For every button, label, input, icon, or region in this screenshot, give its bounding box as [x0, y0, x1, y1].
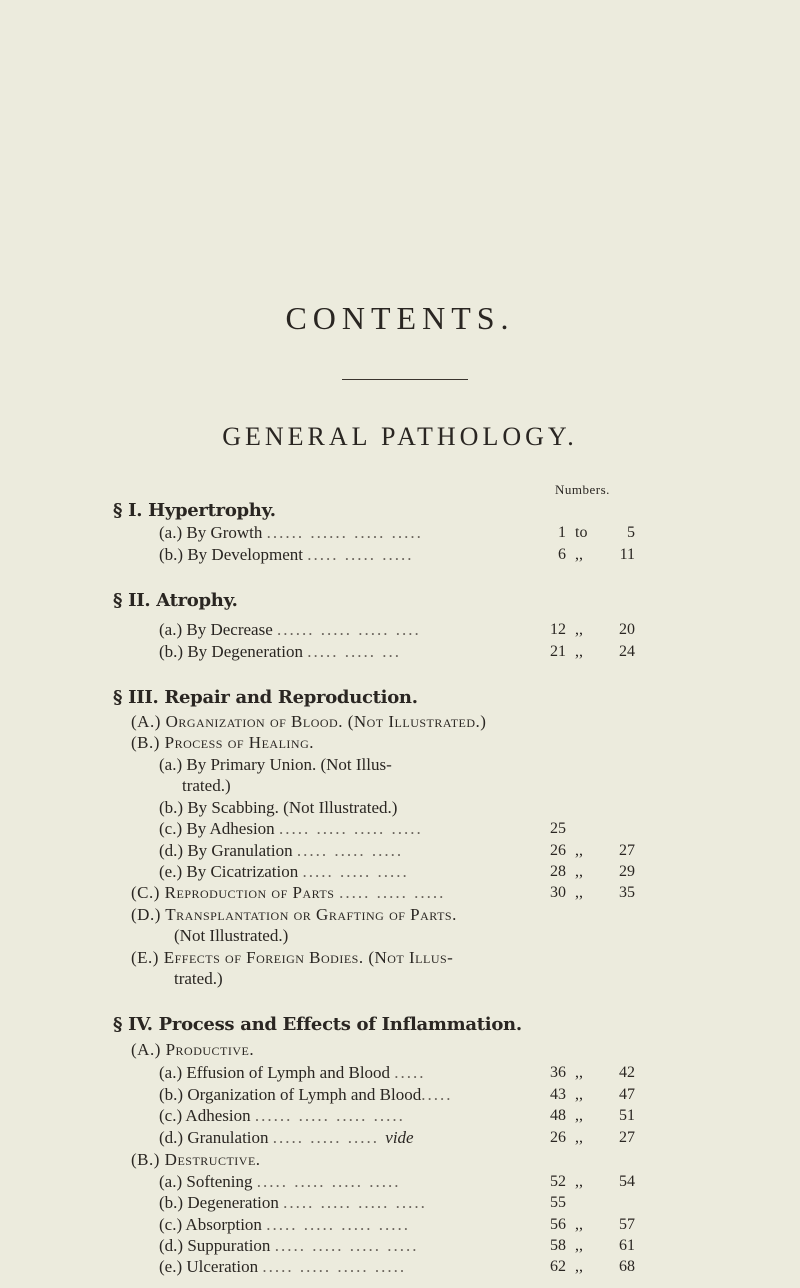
entry-number-sep: ,,: [575, 1107, 583, 1124]
page-subtitle: GENERAL PATHOLOGY.: [222, 422, 578, 451]
entry-number-sep: to: [575, 524, 588, 541]
vide-reference: vide: [385, 1128, 414, 1147]
toc-entry-continued: trated.): [174, 969, 223, 988]
entry-number-sep: ,,: [575, 621, 583, 638]
entry-number-from: 1: [558, 524, 566, 541]
entry-number-to: 20: [619, 621, 635, 638]
section-heading-1: § I. Hypertrophy.: [113, 500, 276, 521]
toc-entry: [159, 1063, 426, 1083]
toc-entry: [159, 642, 401, 662]
entry-number-from: 58: [550, 1237, 566, 1254]
entry-number-from: 28: [550, 863, 566, 880]
entry-text: (a.) Softening: [159, 1172, 253, 1191]
leader-dots: ...... ...... ..... .....: [266, 523, 423, 542]
toc-entry: (A.) Productive.: [131, 1040, 255, 1059]
entry-number-sep: ,,: [575, 863, 583, 880]
entry-text: (e.) Ulceration: [159, 1257, 259, 1276]
entry-number-from: 6: [558, 546, 566, 563]
entry-text: (C.) Reproduction of Parts: [131, 883, 335, 902]
entry-number-sep: ,,: [575, 546, 583, 563]
toc-entry: [159, 1106, 405, 1126]
toc-entry: [159, 1128, 414, 1148]
entry-number-from: 62: [550, 1258, 566, 1275]
entry-number-sep: ,,: [575, 1216, 583, 1233]
toc-entry: (B.) Process of Healing.: [131, 733, 314, 752]
section-heading-4: § IV. Process and Effects of Inflammation.: [113, 1014, 522, 1035]
toc-entry: [159, 545, 414, 565]
leader-dots: ..... ..... ..... .....: [278, 819, 423, 838]
entry-number-to: 11: [619, 546, 635, 563]
entry-number-from: 25: [550, 820, 566, 837]
entry-number-to: 57: [619, 1216, 635, 1233]
toc-entry: [159, 1257, 406, 1277]
entry-number-from: 43: [550, 1086, 566, 1103]
leader-dots: .....: [394, 1063, 426, 1082]
leader-dots: ..... ..... ..... .....: [256, 1172, 401, 1191]
leader-dots: ..... ..... ..... .....: [283, 1193, 427, 1212]
entry-text: (b.) By Degeneration: [159, 642, 303, 661]
entry-number-sep: ,,: [575, 1173, 583, 1190]
entry-number-from: 30: [550, 884, 566, 901]
toc-entry: [159, 1085, 452, 1105]
entry-number-sep: ,,: [575, 1086, 583, 1103]
toc-entry: (a.) By Primary Union. (Not Illus-: [159, 755, 392, 774]
toc-entry: [159, 1172, 400, 1192]
entry-text: (d.) By Granulation: [159, 841, 293, 860]
toc-entry: (b.) By Scabbing. (Not Illustrated.): [159, 798, 398, 817]
toc-entry: (E.) Effects of Foreign Bodies. (Not Illus-: [131, 948, 454, 967]
entry-text: (b.) Degeneration: [159, 1193, 279, 1212]
leader-dots: .....: [421, 1085, 453, 1104]
toc-entry: [159, 620, 421, 640]
entry-text: (c.) Absorption: [159, 1215, 262, 1234]
toc-entry-continued: trated.): [182, 776, 231, 795]
toc-entry: (B.) Destructive.: [131, 1150, 261, 1169]
section-heading-3: § III. Repair and Reproduction.: [113, 687, 418, 708]
entry-text: (d.) Granulation: [159, 1128, 269, 1147]
entry-number-sep: ,,: [575, 1237, 583, 1254]
entry-text: (b.) By Development: [159, 545, 303, 564]
entry-number-from: 21: [550, 643, 566, 660]
entry-number-to: 35: [619, 884, 635, 901]
entry-number-from: 26: [550, 1129, 566, 1146]
section-heading-2: § II. Atrophy.: [113, 590, 238, 611]
entry-text: (b.) Organization of Lymph and Blood: [159, 1085, 422, 1104]
entry-text: (a.) By Growth: [159, 523, 263, 542]
entry-number-to: 27: [619, 842, 635, 859]
entry-number-to: 42: [619, 1064, 635, 1081]
leader-dots: ...... ..... ..... ....: [277, 620, 421, 639]
entry-number-sep: ,,: [575, 1258, 583, 1275]
entry-number-to: 47: [619, 1086, 635, 1103]
leader-dots: ..... ..... ...: [307, 642, 401, 661]
leader-dots: ..... ..... .....: [272, 1128, 386, 1147]
leader-dots: ..... ..... ..... .....: [274, 1236, 419, 1255]
title-divider: [342, 379, 468, 380]
entry-number-from: 48: [550, 1107, 566, 1124]
toc-entry: [131, 883, 445, 903]
entry-number-sep: ,,: [575, 1129, 583, 1146]
leader-dots: ..... ..... ..... .....: [262, 1257, 407, 1276]
leader-dots: ..... ..... .....: [339, 883, 446, 902]
entry-number-from: 26: [550, 842, 566, 859]
entry-number-from: 12: [550, 621, 566, 638]
entry-number-sep: ,,: [575, 643, 583, 660]
toc-entry: [159, 1193, 427, 1213]
toc-entry: [159, 1215, 410, 1235]
toc-entry: [159, 862, 409, 882]
toc-entry: [159, 841, 403, 861]
toc-entry: [159, 523, 423, 543]
entry-text: (a.) By Decrease: [159, 620, 273, 639]
entry-number-to: 27: [619, 1129, 635, 1146]
entry-text: (c.) By Adhesion: [159, 819, 275, 838]
entry-number-from: 36: [550, 1064, 566, 1081]
toc-entry-continued: (Not Illustrated.): [174, 926, 289, 945]
leader-dots: ..... ..... .....: [296, 841, 404, 860]
entry-text: (c.) Adhesion: [159, 1106, 251, 1125]
leader-dots: ..... ..... ..... .....: [266, 1215, 410, 1234]
entry-number-from: 56: [550, 1216, 566, 1233]
entry-number-to: 68: [619, 1258, 635, 1275]
leader-dots: ..... ..... .....: [302, 862, 409, 881]
entry-text: (a.) Effusion of Lymph and Blood: [159, 1063, 391, 1082]
entry-text: (e.) By Cicatrization: [159, 862, 299, 881]
leader-dots: ...... ..... ..... .....: [254, 1106, 405, 1125]
entry-number-from: 55: [550, 1194, 566, 1211]
entry-number-sep: ,,: [575, 884, 583, 901]
toc-entry: (D.) Transplantation or Grafting of Parts.: [131, 905, 457, 924]
entry-number-to: 51: [619, 1107, 635, 1124]
toc-entry: [159, 819, 423, 839]
entry-number-sep: ,,: [575, 1064, 583, 1081]
entry-number-to: 61: [619, 1237, 635, 1254]
entry-number-from: 52: [550, 1173, 566, 1190]
toc-entry: [159, 1236, 418, 1256]
leader-dots: ..... ..... .....: [307, 545, 414, 564]
toc-entry: (A.) Organization of Blood. (Not Illustrated.): [131, 712, 487, 731]
numbers-column-header: Numbers.: [555, 482, 610, 497]
entry-text: (d.) Suppuration: [159, 1236, 271, 1255]
page-title: CONTENTS.: [285, 300, 515, 336]
entry-number-sep: ,,: [575, 842, 583, 859]
entry-number-to: 24: [619, 643, 635, 660]
entry-number-to: 5: [627, 524, 635, 541]
entry-number-to: 29: [619, 863, 635, 880]
entry-number-to: 54: [619, 1173, 635, 1190]
